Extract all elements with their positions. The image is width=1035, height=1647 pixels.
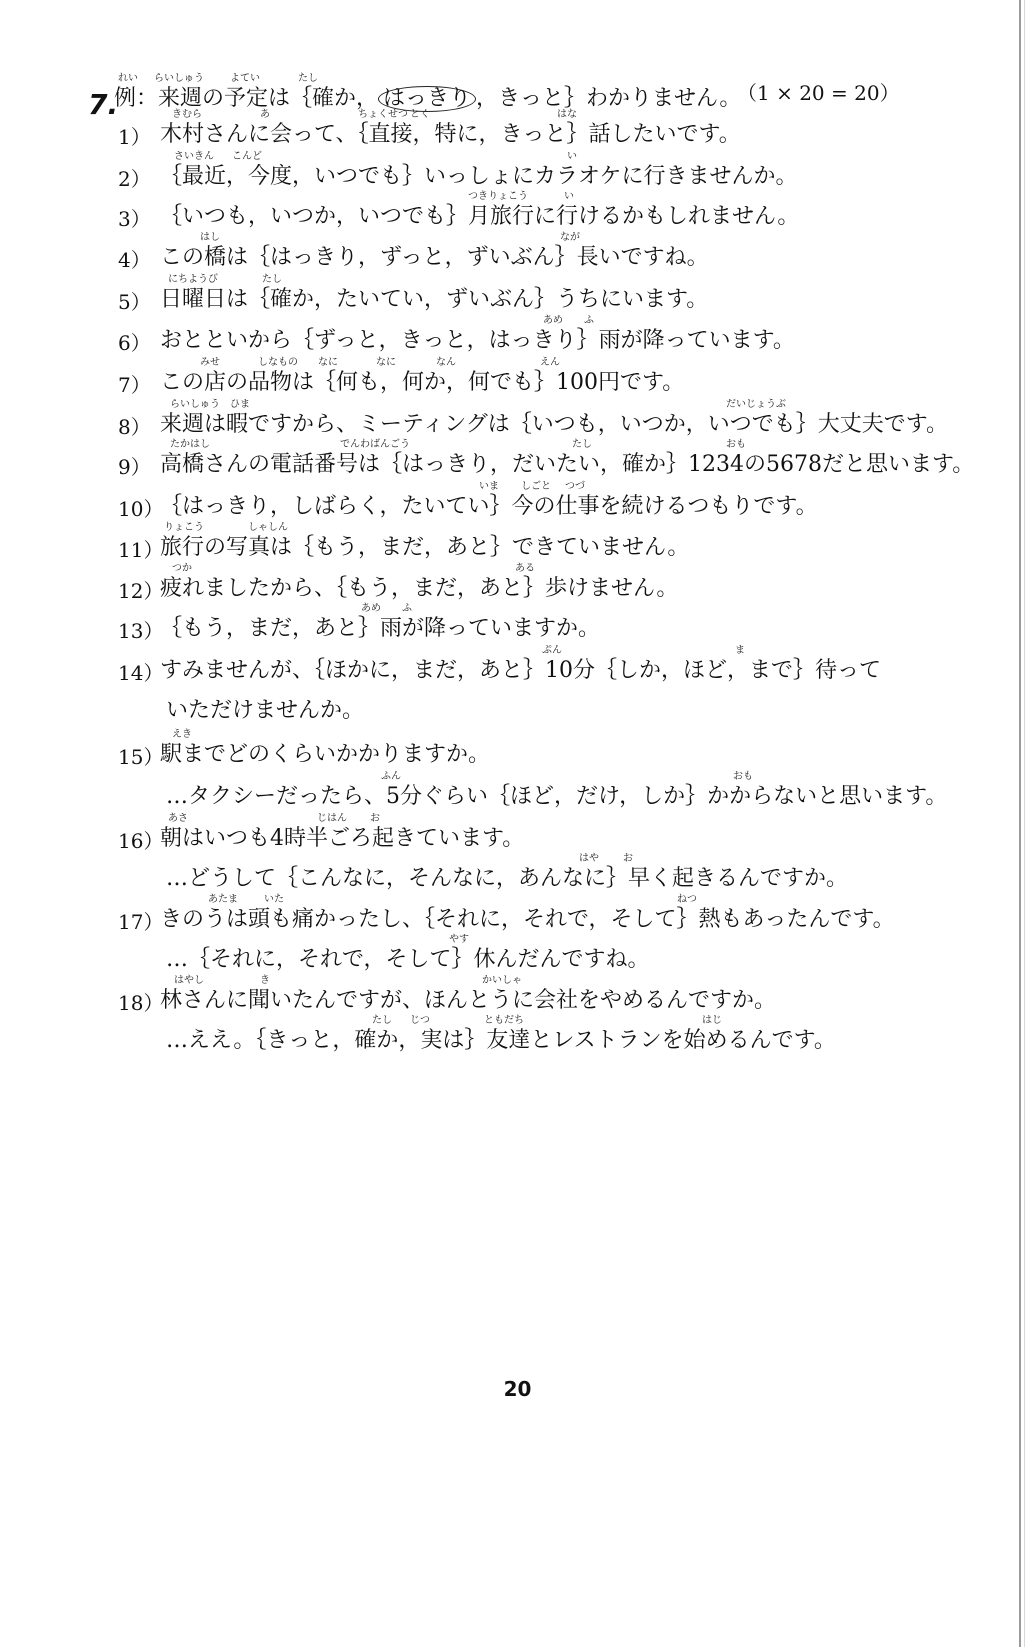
question-number: 15） [118, 745, 164, 769]
question-text: …タクシーだったら、5分ぐらい｛ほど，だけ，しか｝かからないと思います。 [166, 784, 948, 809]
ruby: なん [436, 357, 456, 368]
ruby: お [370, 813, 380, 824]
question-number: 13） [118, 619, 164, 643]
ruby: じつ [410, 1015, 430, 1026]
ruby: ぷん [542, 645, 562, 656]
ruby: にちようび [168, 274, 218, 285]
ruby: らいしゅう [154, 73, 204, 84]
ruby: はや [579, 853, 599, 864]
question-text: 駅までどのくらいかかりますか。 [160, 742, 491, 767]
ruby: おも [726, 439, 746, 450]
example-prefix: 例： [114, 86, 159, 111]
ruby: たかはし [170, 439, 210, 450]
question-text: 林さんに聞いたんですが、ほんとうに会社をやめるんですか。 [160, 988, 777, 1013]
ruby: ちょくせつ [358, 109, 408, 120]
question-ruby [0, 316, 1000, 326]
question-number: 14） [118, 661, 164, 685]
question-text: ｛はっきり，しばらく，たいてい｝今の仕事を続けるつもりです。 [160, 494, 818, 519]
question-ruby [0, 400, 1000, 410]
ruby: お [623, 853, 633, 864]
ruby: やす [449, 934, 469, 945]
question-ruby [0, 895, 1000, 905]
ruby: たし [298, 73, 318, 84]
ruby: はじ [702, 1015, 722, 1026]
ruby: れい [118, 73, 138, 84]
ruby: なが [560, 232, 580, 243]
question-ruby [0, 110, 1000, 120]
question-text: いただけませんか。 [166, 698, 365, 723]
ruby: なに [376, 357, 396, 368]
question-text: この橋は｛はっきり，ずっと，ずいぶん｝長いですね。 [160, 245, 709, 270]
question-text: すみませんが、｛ほかに，まだ，あと｝10分｛しか，ほど，まで｝待って [160, 658, 881, 683]
question-ruby [0, 192, 1000, 202]
ruby: あめ [361, 603, 381, 614]
ruby: ふ [402, 603, 412, 614]
ruby: ねつ [677, 894, 697, 905]
question-text: おとといから｛ずっと，きっと，はっきり｝雨が降っています。 [160, 328, 795, 353]
question-text: 朝はいつも4時半ごろ起きています。 [160, 826, 525, 851]
question-ruby [0, 233, 1000, 243]
question-ruby [0, 854, 1000, 864]
ruby: ひま [230, 399, 250, 410]
question-ruby [0, 440, 1000, 450]
question-number: 11） [118, 538, 164, 562]
ruby: あさ [168, 813, 188, 824]
question-ruby [0, 604, 1000, 614]
ruby: らいしゅう [170, 399, 220, 410]
ruby: えん [540, 357, 560, 368]
ruby: みせ [200, 357, 220, 368]
question-ruby [0, 935, 1000, 945]
question-text: 旅行の写真は｛もう，まだ，あと｝できていません。 [160, 535, 690, 560]
ruby: しゃしん [248, 522, 288, 533]
ruby: いた [264, 894, 284, 905]
ruby: えき [172, 729, 192, 740]
question-text: きのうは頭も痛かったし、｛それに，それで，そして｝熱もあったんです。 [160, 907, 895, 932]
question-number: 2） [118, 167, 151, 191]
ruby: い [564, 191, 574, 202]
question-text: …｛それに，それで，そして｝休んだんですね。 [166, 947, 650, 972]
example-answer-circled: はっきり [378, 86, 476, 112]
question-ruby [0, 523, 1000, 533]
ruby: ま [735, 645, 745, 656]
ruby: しなもの [258, 357, 298, 368]
ruby: つづ [565, 481, 585, 492]
question-number: 5） [118, 290, 151, 314]
question-number: 12） [118, 579, 164, 603]
question-ruby [0, 482, 1000, 492]
example-text-before: 来週の予定は｛確か， [158, 86, 379, 111]
question-ruby [0, 275, 1000, 285]
question-number: 3） [118, 207, 151, 231]
question-text: ｛もう，まだ，あと｝雨が降っていますか。 [160, 616, 601, 641]
ruby: い [567, 151, 577, 162]
ruby: つか [172, 563, 192, 574]
ruby: じはん [317, 813, 347, 824]
question-number: 7） [118, 373, 151, 397]
exercise-number: 7. [88, 88, 119, 121]
question-number: 9） [118, 455, 151, 479]
ruby: あ [260, 109, 270, 120]
ruby: ともだち [484, 1015, 524, 1026]
ruby: あたま [208, 894, 238, 905]
question-ruby [0, 646, 1000, 656]
question-number: 4） [118, 248, 151, 272]
question-text: 高橋さんの電話番号は｛はっきり，だいたい，確か｝1234の5678だと思います。 [160, 452, 975, 477]
ruby: おも [733, 771, 753, 782]
question-text: 疲れましたから、｛もう，まだ，あと｝歩けません。 [160, 576, 679, 601]
question-ruby [0, 564, 1000, 574]
question-ruby [0, 152, 1000, 162]
ruby: たし [262, 274, 282, 285]
question-number: 8） [118, 415, 151, 439]
page-number: 20 [503, 1377, 532, 1401]
ruby: いま [479, 481, 499, 492]
ruby: とく [410, 109, 430, 120]
question-ruby [0, 814, 1000, 824]
question-ruby [0, 772, 1000, 782]
question-ruby [0, 730, 1000, 740]
ruby: はな [557, 109, 577, 120]
ruby: ふん [381, 771, 401, 782]
example-text-after: ，きっと｝わかりません。 [476, 86, 742, 111]
ruby: さいきん [174, 151, 214, 162]
ruby: たし [372, 1015, 392, 1026]
question-ruby [0, 1016, 1000, 1026]
question-text: 日曜日は｛確か，たいてい，ずいぶん｝うちにいます。 [160, 287, 709, 312]
question-number: 18） [118, 991, 164, 1015]
ruby: かいしゃ [482, 975, 522, 986]
ruby: はやし [174, 975, 204, 986]
question-ruby [0, 358, 1000, 368]
ruby: だいじょうぶ [726, 399, 786, 410]
ruby: あめ [543, 315, 563, 326]
ruby: はし [200, 232, 220, 243]
ruby: つきりょこう [468, 191, 528, 202]
ruby: りょこう [164, 522, 204, 533]
ruby: しごと [521, 481, 551, 492]
question-number: 16） [118, 829, 164, 853]
question-number: 1） [118, 125, 151, 149]
question-text: ｛最近，今度，いつでも｝いっしょにカラオケに行きませんか。 [160, 164, 798, 189]
question-text: …どうして｛こんなに，そんなに，あんなに｝早く起きるんですか。 [166, 866, 849, 891]
ruby: たし [572, 439, 592, 450]
question-number: 17） [118, 910, 164, 934]
question-text: …ええ。｛きっと，確か，実は｝友達とレストランを始めるんです。 [166, 1028, 836, 1053]
question-number: 10） [118, 497, 164, 521]
score-note: （1 × 20 = 20） [737, 81, 900, 105]
example-ruby [118, 74, 358, 84]
ruby: きむら [172, 109, 202, 120]
ruby: でんわばんごう [340, 439, 410, 450]
question-ruby [0, 976, 1000, 986]
question-text: 来週は暇ですから、ミーティングは｛いつも，いつか，いつでも｝大丈夫です。 [160, 412, 949, 437]
question-text: この店の品物は｛何も，何か，何でも｝100円です。 [160, 370, 685, 395]
ruby: よてい [230, 73, 260, 84]
ruby: ふ [584, 315, 594, 326]
ruby: き [260, 975, 270, 986]
question-number: 6） [118, 331, 151, 355]
ruby: ある [515, 563, 535, 574]
ruby: こんど [232, 151, 262, 162]
question-text: ｛いつも，いつか，いつでも｝月旅行に行けるかもしれません。 [160, 204, 800, 229]
question-text: 木村さんに会って、｛直接，特に，きっと｝話したいです。 [160, 122, 741, 147]
ruby: なに [318, 357, 338, 368]
